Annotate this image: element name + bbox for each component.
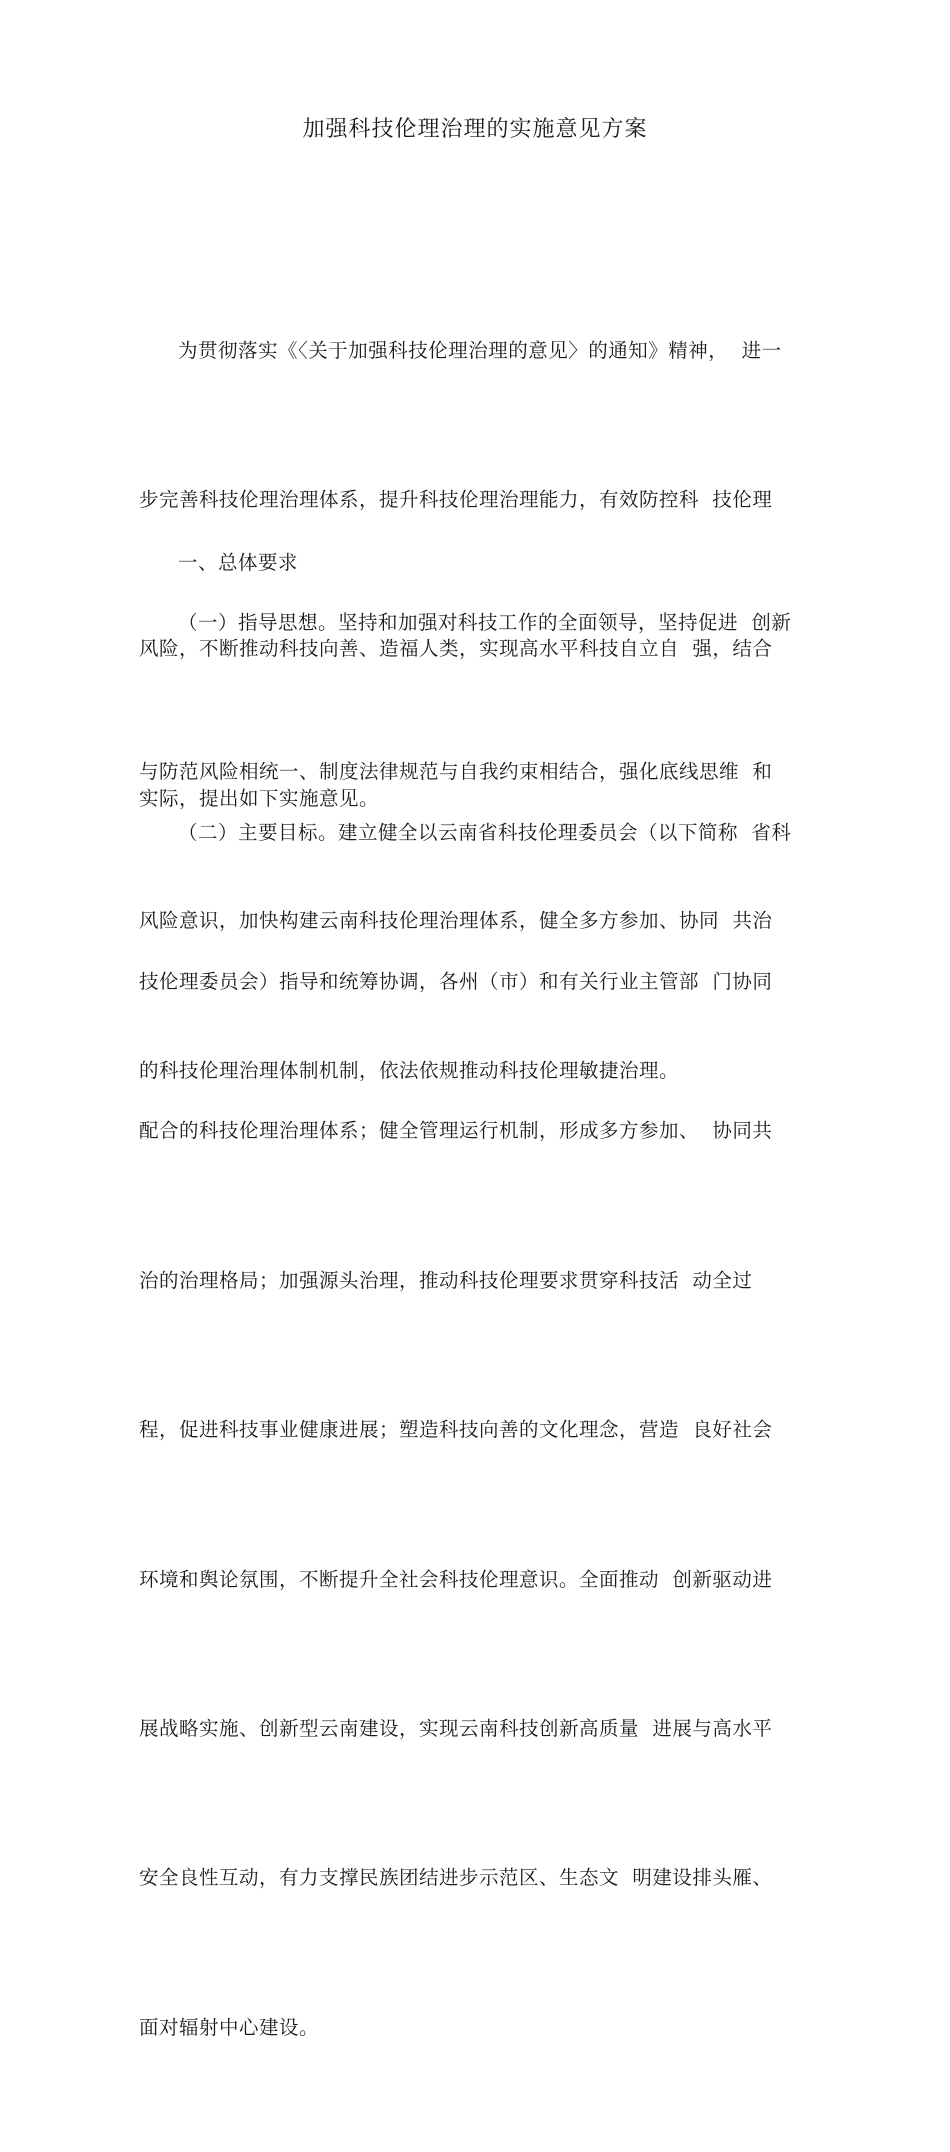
text-line: （二）主要目标。建立健全以云南省科技伦理委员会（以下简称 省科 [178,820,792,844]
text-line: 实际，提出如下实施意见。 [139,786,380,810]
text-line: 环境和舆论氛围，不断提升全社会科技伦理意识。全面推动 创新驱动进 [139,1567,773,1591]
text-line: 一、总体要求 [178,550,299,574]
text-line: 程，促进科技事业健康进展；塑造科技向善的文化理念，营造 良好社会 [139,1418,773,1442]
text-line: 展战略实施、创新型云南建设，实现云南科技创新高质量 进展与高水平 [139,1716,773,1740]
text-line: 技伦理委员会）指导和统筹协调，各州（市）和有关行业主管部 门协同 [139,969,773,993]
text-line: 配合的科技伦理治理体系；健全管理运行机制，形成多方参加、 协同共 [139,1119,773,1143]
text-line: 风险，不断推动科技向善、造福人类，实现高水平科技自立自 强，结合 [139,637,773,661]
text-line: 安全良性互动，有力支撑民族团结进步示范区、生态文 明建设排头雁、 [139,1866,773,1890]
text-line: 为贯彻落实《〈关于加强科技伦理治理的意见〉的通知》精神， 进一 [178,338,782,362]
text-line: 风险意识，加快构建云南科技伦理治理体系，健全多方参加、协同 共治 [139,909,773,933]
document-title: 加强科技伦理治理的实施意见方案 [302,117,648,142]
text-line: 步完善科技伦理治理体系，提升科技伦理治理能力，有效防控科 技伦理 [139,487,773,511]
text-line: （一）指导思想。坚持和加强对科技工作的全面领导，坚持促进 创新 [178,610,792,634]
text-line: 与防范风险相统一、制度法律规范与自我约束相结合，强化底线思维 和 [139,759,773,783]
text-line: 治的治理格局；加强源头治理，推动科技伦理要求贯穿科技活 动全过 [139,1268,753,1292]
text-line: 的科技伦理治理体制机制，依法依规推动科技伦理敏捷治理。 [139,1058,680,1082]
text-line: 面对辐射中心建设。 [139,2015,320,2039]
paragraph-main-goals [139,708,829,2152]
